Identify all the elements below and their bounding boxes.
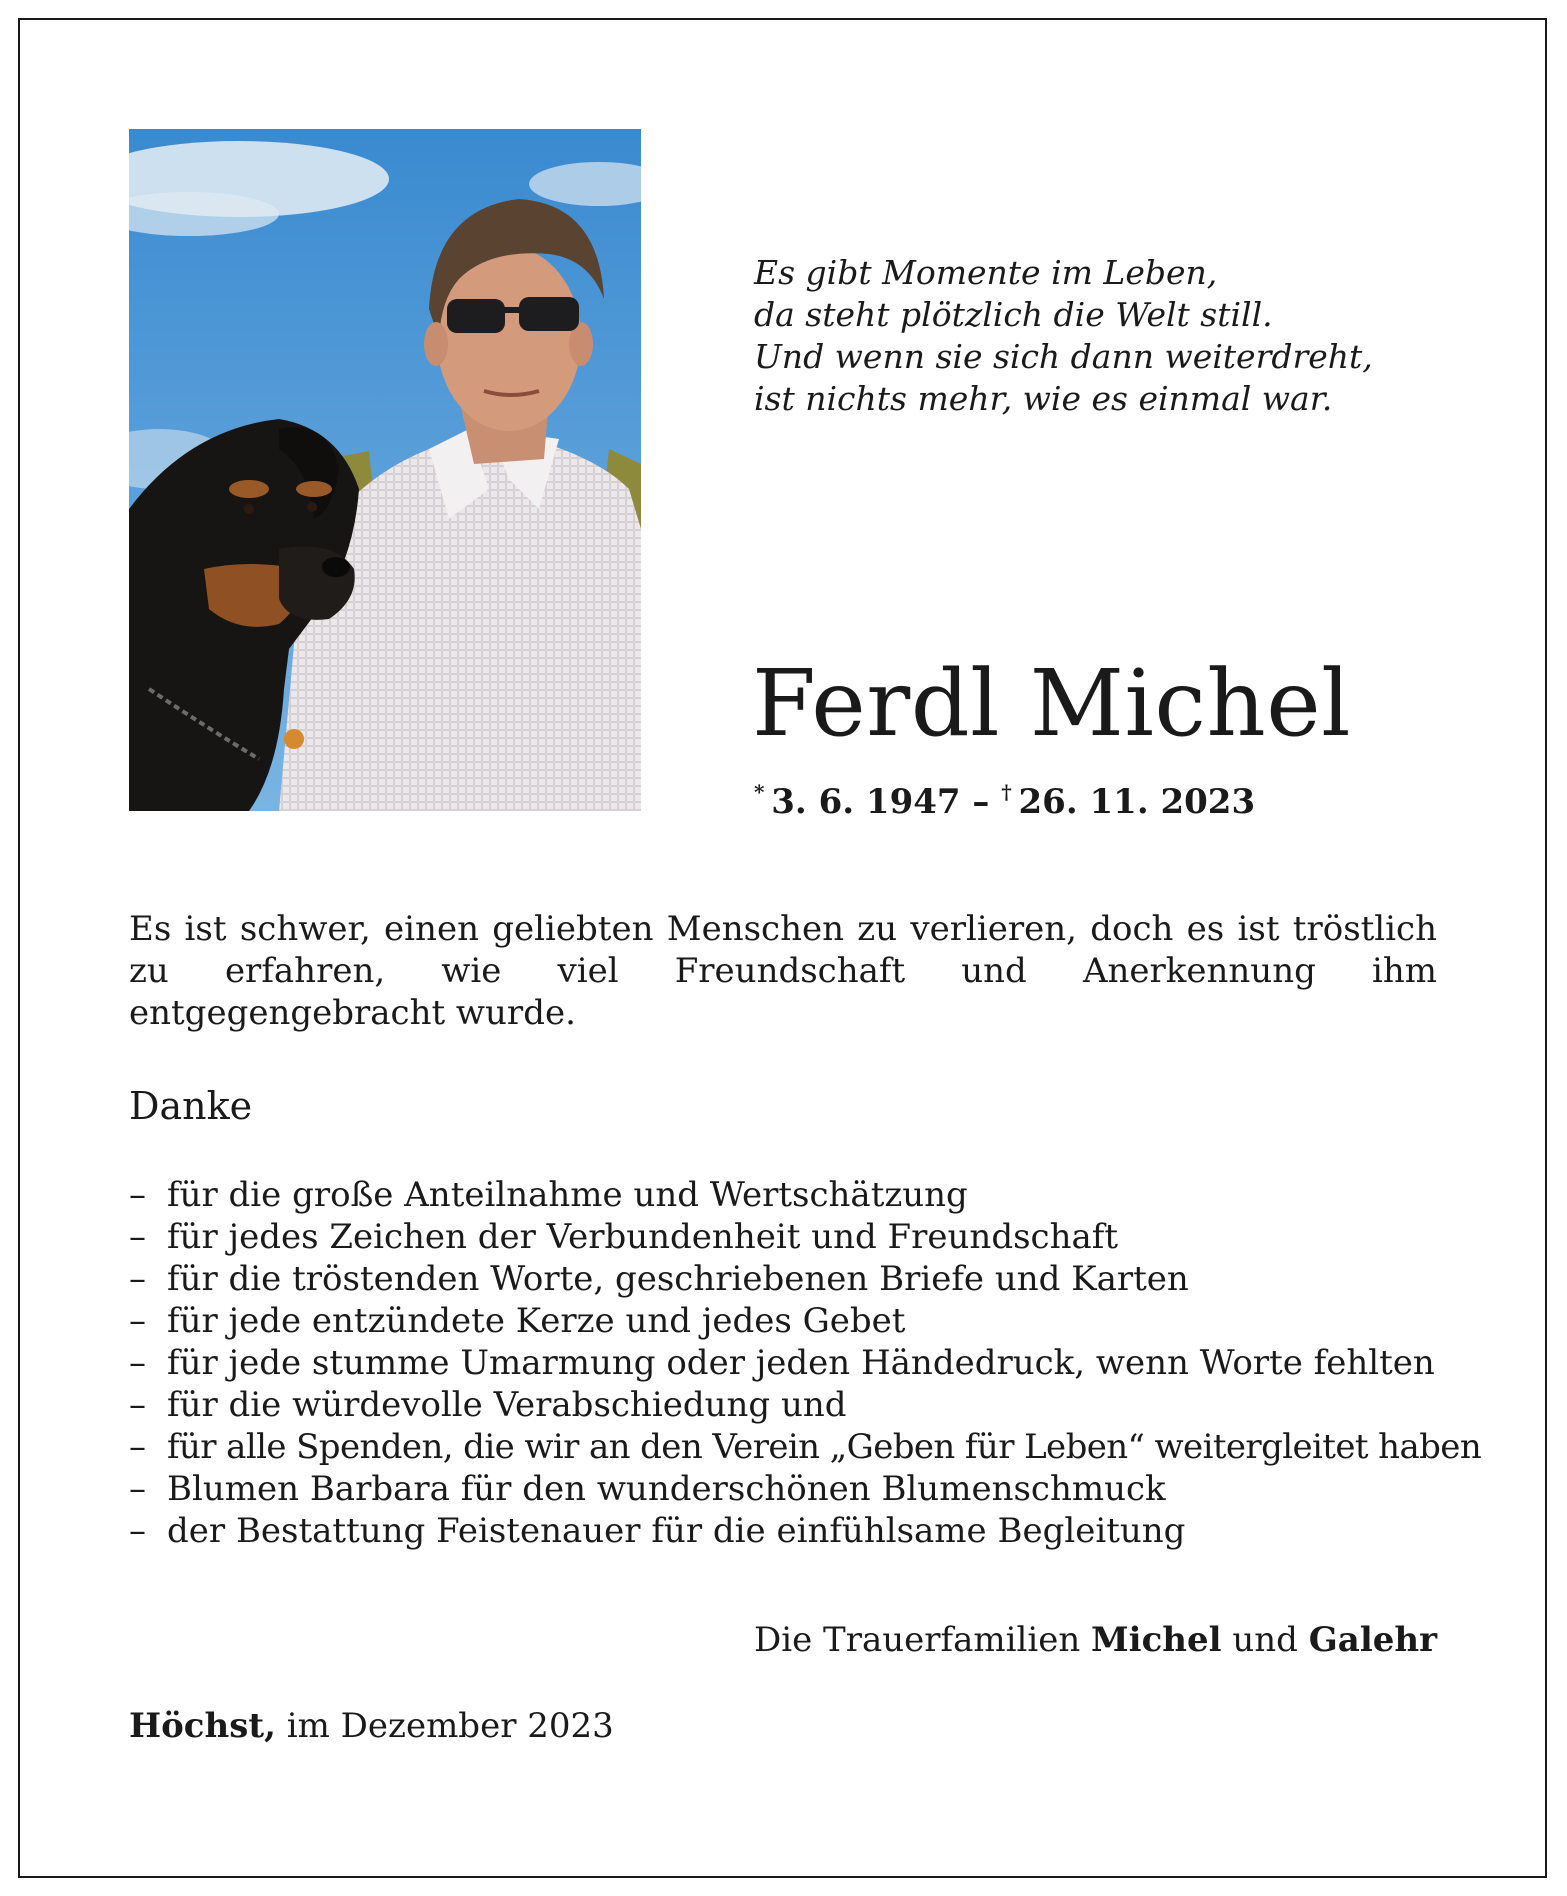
poem-line: Und wenn sie sich dann weiterdreht, bbox=[754, 337, 1373, 376]
place-name: Höchst, bbox=[129, 1706, 276, 1746]
list-item bbox=[129, 1468, 1449, 1510]
list-item-text: für alle Spenden, die wir an den Verein „Geben für Leben“ weitergleitet haben bbox=[167, 1427, 1482, 1467]
signature-prefix: Die Trauerfamilien bbox=[753, 1620, 1092, 1660]
list-item-text: für die würdevolle Verabschiedung und bbox=[167, 1385, 847, 1425]
list-dash: – bbox=[129, 1301, 146, 1341]
list-item bbox=[129, 1426, 1482, 1468]
list-item-text: für jedes Zeichen der Verbundenheit und Freundschaft bbox=[167, 1217, 1118, 1257]
thanks-list bbox=[129, 1174, 1482, 1552]
thanks-heading: Danke bbox=[129, 1084, 253, 1128]
list-dash: – bbox=[129, 1343, 146, 1383]
date-text: im Dezember 2023 bbox=[275, 1706, 614, 1746]
list-dash: – bbox=[129, 1217, 146, 1257]
birth-date: 3. 6. 1947 bbox=[771, 782, 961, 822]
signature-joiner: und bbox=[1221, 1620, 1309, 1660]
poem-line: da steht plötzlich die Welt still. bbox=[754, 295, 1273, 334]
list-item bbox=[129, 1216, 1449, 1258]
list-item bbox=[129, 1174, 1449, 1216]
poem-line: Es gibt Momente im Leben, bbox=[754, 253, 1218, 292]
list-item-text: für jede entzündete Kerze und jedes Gebet bbox=[167, 1301, 906, 1341]
list-item-text: für die große Anteilnahme und Wertschätzung bbox=[167, 1175, 968, 1215]
list-item bbox=[129, 1258, 1449, 1300]
list-dash: – bbox=[129, 1175, 146, 1215]
memorial-poem bbox=[754, 252, 1404, 420]
deceased-name: Ferdl Michel bbox=[752, 650, 1352, 757]
list-item-text: für jede stumme Umarmung oder jeden Händedruck, wenn Worte fehlten bbox=[167, 1343, 1435, 1383]
list-item bbox=[129, 1342, 1449, 1384]
list-item bbox=[129, 1510, 1449, 1552]
death-date: 26. 11. 2023 bbox=[1018, 782, 1256, 822]
list-dash: – bbox=[129, 1427, 146, 1467]
place-date bbox=[129, 1706, 614, 1746]
portrait-photo bbox=[129, 129, 641, 811]
list-item bbox=[129, 1384, 1449, 1426]
list-dash: – bbox=[129, 1511, 146, 1551]
family-name-michel: Michel bbox=[1091, 1620, 1222, 1660]
family-signature bbox=[754, 1620, 1437, 1660]
list-item-text: für die tröstenden Worte, geschriebenen Briefe und Karten bbox=[167, 1259, 1189, 1299]
portrait-illustration bbox=[129, 129, 641, 811]
list-item-text: der Bestattung Feistenauer für die einfühlsame Begleitung bbox=[167, 1511, 1186, 1551]
list-dash: – bbox=[129, 1385, 146, 1425]
list-dash: – bbox=[129, 1469, 146, 1509]
date-separator: – bbox=[960, 782, 1002, 822]
list-item bbox=[129, 1300, 1449, 1342]
birth-star-icon: * bbox=[754, 780, 765, 804]
life-dates bbox=[754, 780, 1255, 822]
intro-paragraph: Es ist schwer, einen geliebten Menschen zu verlieren, doch es ist tröstlich zu erfahren, wie viel Freundschaft und Anerkennung ihm entgegengebracht wurde. bbox=[129, 909, 1437, 1033]
family-name-galehr: Galehr bbox=[1308, 1620, 1437, 1660]
list-item-text: Blumen Barbara für den wunderschönen Blumenschmuck bbox=[167, 1469, 1166, 1509]
death-cross-icon: † bbox=[1001, 780, 1012, 804]
list-dash: – bbox=[129, 1259, 146, 1299]
poem-line: ist nichts mehr, wie es einmal war. bbox=[754, 379, 1333, 418]
